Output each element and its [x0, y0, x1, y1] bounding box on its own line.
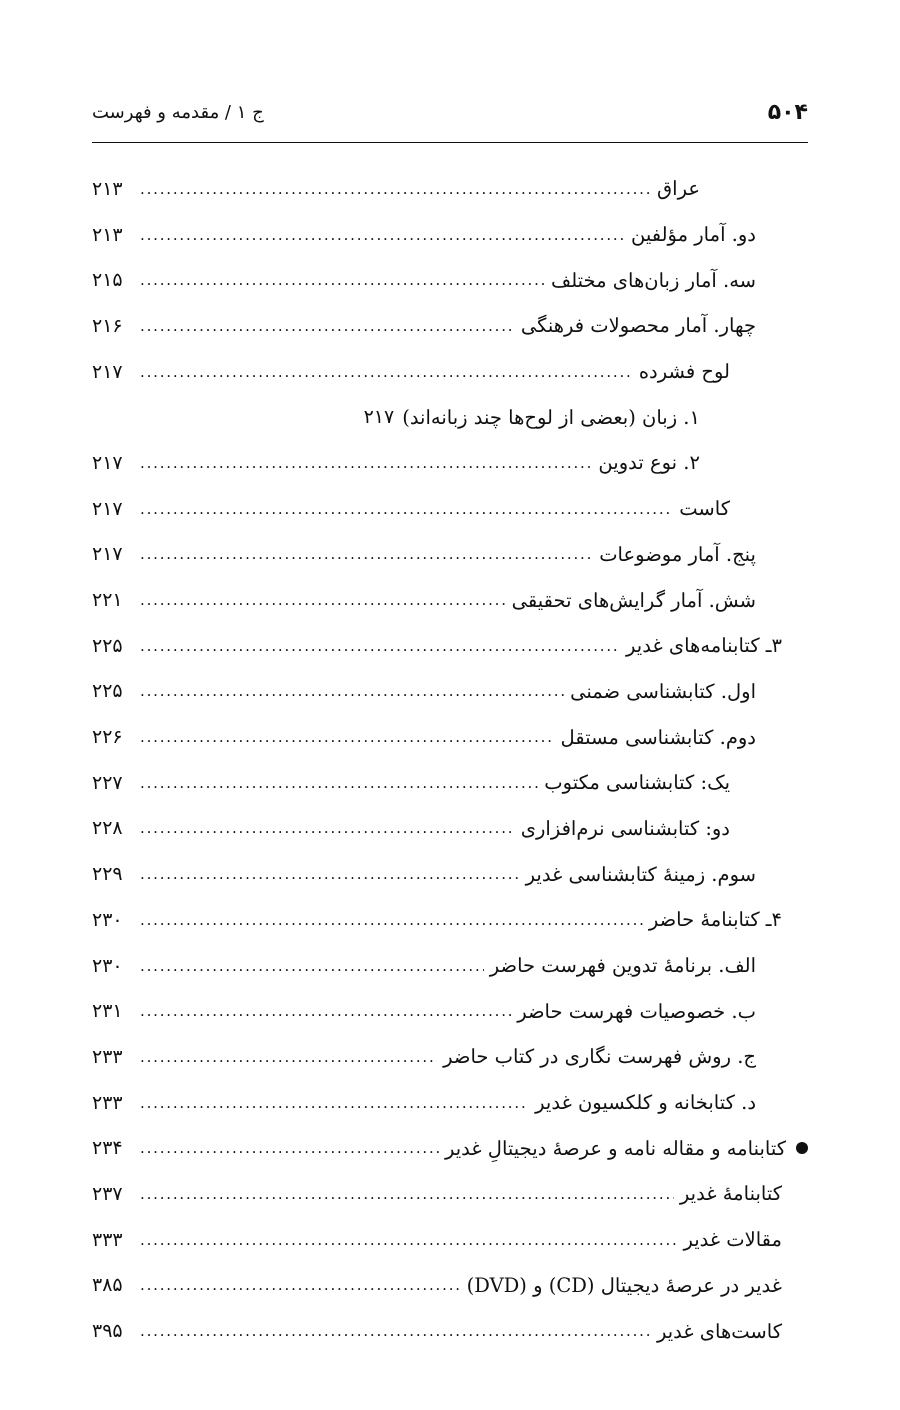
toc-page-number: ۲۱۷ [92, 543, 123, 566]
toc-entry-text: د. کتابخانه و کلکسیون غدیر [535, 1091, 756, 1115]
toc-entry[interactable] [92, 1034, 808, 1080]
toc-page-number: ۲۳۴ [92, 1137, 123, 1160]
toc-entry[interactable] [92, 1263, 808, 1309]
dot-leader [140, 500, 673, 518]
toc-page-number: ۲۱۷ [92, 451, 123, 474]
toc-entry-text: کاست [679, 497, 730, 521]
toc-entry-text: اول. کتابشناسی ضمنی [570, 679, 756, 703]
toc-page-number: ۳۹۵ [92, 1320, 123, 1343]
toc-entry[interactable] [92, 349, 808, 395]
toc-page-number: ۲۲۱ [92, 589, 123, 612]
dot-leader [140, 911, 643, 929]
toc-entry[interactable] [92, 1308, 808, 1354]
toc-entry-text: لوح فشرده [638, 360, 730, 384]
toc-page-number: ۲۲۸ [92, 817, 123, 840]
toc-entry-text: مقالات غدیر [683, 1228, 782, 1252]
toc-entry-text: غدیر در عرصهٔ دیجیتال (CD) و (DVD) [466, 1273, 782, 1297]
toc-page-number: ۲۳۷ [92, 1182, 123, 1205]
table-of-contents [92, 166, 808, 1354]
dot-leader [140, 591, 506, 609]
toc-entry[interactable] [92, 623, 808, 669]
toc-entry-text: دوم. کتابشناسی مستقل [560, 725, 756, 749]
dot-leader [140, 363, 633, 381]
toc-entry-text: کاست‌های غدیر [656, 1319, 782, 1343]
dot-leader [140, 1185, 674, 1203]
dot-leader [140, 271, 545, 289]
toc-entry-text: ۱. زبان (بعضی از لوح‌ها چند زبانه‌اند) [402, 405, 700, 429]
dot-leader [140, 1231, 677, 1249]
toc-entry[interactable] [92, 212, 808, 258]
toc-page-number: ۲۳۰ [92, 908, 123, 931]
toc-entry[interactable] [92, 943, 808, 989]
toc-page-number: ۲۱۳ [92, 177, 123, 200]
toc-entry[interactable] [92, 897, 808, 943]
toc-entry[interactable] [92, 851, 808, 897]
toc-page-number: ۲۳۱ [92, 1000, 123, 1023]
toc-entry-text: دو. آمار مؤلفین [631, 223, 756, 247]
toc-page-number: ۲۲۷ [92, 771, 123, 794]
toc-entry[interactable] [92, 1080, 808, 1126]
running-title: ج ۱ / مقدمه و فهرست [92, 102, 264, 123]
dot-leader [140, 728, 555, 746]
toc-page-number: ۲۲۹ [92, 863, 123, 886]
toc-page-number: ۲۲۶ [92, 726, 123, 749]
toc-entry[interactable] [92, 1171, 808, 1217]
toc-entry[interactable] [92, 394, 808, 440]
dot-leader [140, 957, 484, 975]
toc-entry[interactable] [92, 760, 808, 806]
toc-entry-text: ۲. نوع تدوین [598, 451, 700, 475]
dot-leader [140, 454, 592, 472]
dot-leader [140, 1139, 439, 1157]
toc-entry-text: الف. برنامهٔ تدوین فهرست حاضر [489, 954, 756, 978]
dot-leader [140, 180, 651, 198]
toc-entry[interactable] [92, 1217, 808, 1263]
toc-page-number: ۳۳۳ [92, 1228, 123, 1251]
toc-entry[interactable] [92, 714, 808, 760]
toc-entry[interactable] [92, 166, 808, 212]
dot-leader [140, 226, 625, 244]
toc-page-number: ۲۱۵ [92, 269, 123, 292]
toc-entry-text: ب. خصوصیات فهرست حاضر [517, 999, 756, 1023]
toc-page-number: ۳۸۵ [92, 1274, 123, 1297]
toc-page-number: ۲۱۷ [92, 360, 123, 383]
dot-leader [140, 819, 515, 837]
dot-leader [140, 682, 564, 700]
dot-leader [140, 1002, 511, 1020]
toc-entry[interactable] [92, 486, 808, 532]
toc-entry-text: سوم. زمینهٔ کتابشناسی غدیر [525, 862, 756, 886]
toc-page-number: ۲۲۵ [92, 680, 123, 703]
toc-page-number: ۲۱۷ [92, 497, 123, 520]
toc-page-number: ۲۲۵ [92, 634, 123, 657]
toc-page-number: ۲۱۷ [363, 406, 395, 429]
toc-entry-text: دو: کتابشناسی نرم‌افزاری [520, 816, 730, 840]
toc-entry-text: چهار. آمار محصولات فرهنگی [520, 314, 756, 338]
toc-entry[interactable] [92, 257, 808, 303]
toc-page-number: ۲۳۳ [92, 1045, 123, 1068]
dot-leader [140, 774, 538, 792]
toc-entry[interactable] [92, 532, 808, 578]
dot-leader [140, 865, 520, 883]
toc-entry-text: یک: کتابشناسی مکتوب [544, 771, 730, 795]
toc-page-number: ۲۳۰ [92, 954, 123, 977]
dot-leader [140, 1322, 651, 1340]
toc-entry-text: ۳ـ کتابنامه‌های غدیر [626, 634, 782, 658]
toc-entry[interactable] [92, 1125, 808, 1171]
toc-entry-text: کتابنامهٔ غدیر [679, 1182, 782, 1206]
toc-entry-text: عراق [657, 177, 700, 201]
toc-page-number: ۲۳۳ [92, 1091, 123, 1114]
toc-entry-text: سه. آمار زبان‌های مختلف [551, 268, 756, 292]
page-number: ۵۰۴ [767, 100, 808, 125]
dot-leader [140, 1094, 529, 1112]
toc-entry[interactable] [92, 303, 808, 349]
toc-entry-text: پنج. آمار موضوعات [599, 542, 756, 566]
toc-entry-text: شش. آمار گرایش‌های تحقیقی [511, 588, 756, 612]
toc-entry[interactable] [92, 988, 808, 1034]
toc-entry-text: ج. روش فهرست نگاری در کتاب حاضر [443, 1045, 756, 1069]
toc-entry[interactable] [92, 440, 808, 486]
toc-entry[interactable] [92, 669, 808, 715]
toc-entry-text: کتابنامه و مقاله نامه و عرصهٔ دیجیتالِ غدیر [444, 1136, 786, 1160]
bullet-icon [796, 1142, 808, 1154]
toc-entry[interactable] [92, 577, 808, 623]
toc-page-number: ۲۱۶ [92, 314, 123, 337]
toc-entry[interactable] [92, 806, 808, 852]
dot-leader [140, 1276, 461, 1294]
dot-leader [140, 317, 515, 335]
toc-entry-text: ۴ـ کتابنامهٔ حاضر [648, 908, 782, 932]
dot-leader [140, 1048, 437, 1066]
toc-page-number: ۲۱۳ [92, 223, 123, 246]
dot-leader [140, 545, 593, 563]
dot-leader [140, 637, 620, 655]
page-header [92, 92, 808, 143]
